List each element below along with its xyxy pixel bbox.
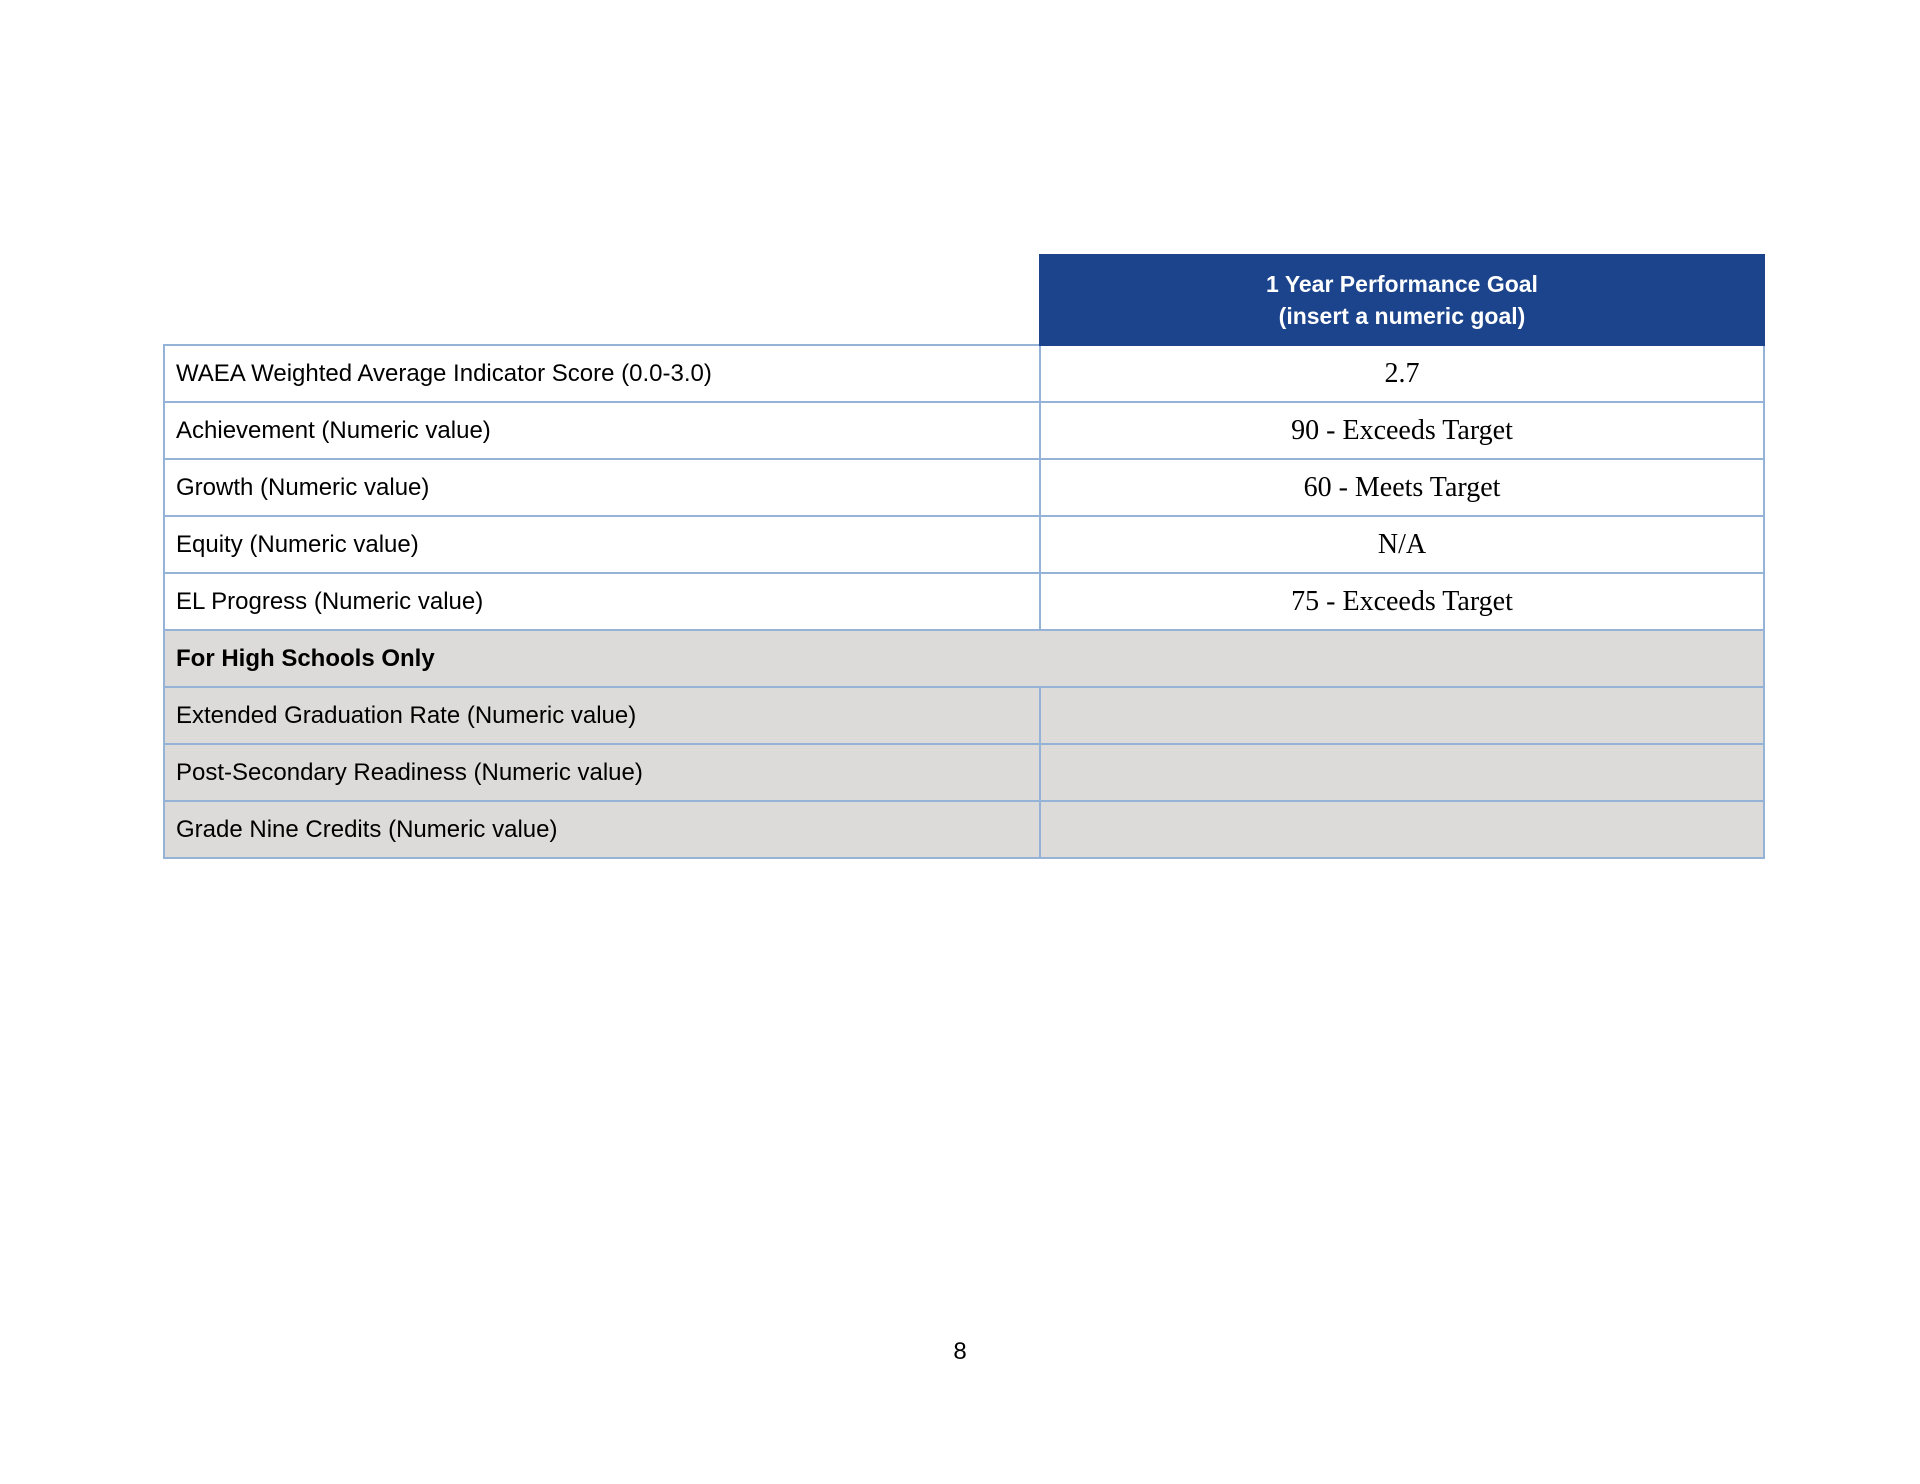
table-row <box>164 402 1764 459</box>
header-blank-cell <box>164 255 1040 345</box>
row-label: Equity (Numeric value) <box>164 516 1040 573</box>
performance-goal-table <box>163 254 1765 859</box>
row-label: Grade Nine Credits (Numeric value) <box>164 801 1040 858</box>
row-label: WAEA Weighted Average Indicator Score (0.0-3.0) <box>164 345 1040 402</box>
row-goal-value[interactable]: 2.7 <box>1040 345 1764 402</box>
row-goal-value[interactable]: 90 - Exceeds Target <box>1040 402 1764 459</box>
table-row <box>164 801 1764 858</box>
row-label: Growth (Numeric value) <box>164 459 1040 516</box>
page-number: 8 <box>953 1338 967 1365</box>
table-header-row <box>164 255 1764 345</box>
row-goal-value[interactable]: N/A <box>1040 516 1764 573</box>
row-goal-value[interactable] <box>1040 801 1764 858</box>
table-row <box>164 516 1764 573</box>
table-row <box>164 345 1764 402</box>
row-label: Extended Graduation Rate (Numeric value) <box>164 687 1040 744</box>
row-goal-value[interactable]: 60 - Meets Target <box>1040 459 1764 516</box>
table-row <box>164 744 1764 801</box>
row-label: Achievement (Numeric value) <box>164 402 1040 459</box>
table-row <box>164 573 1764 630</box>
row-label: EL Progress (Numeric value) <box>164 573 1040 630</box>
row-label: Post-Secondary Readiness (Numeric value) <box>164 744 1040 801</box>
high-school-section-label: For High Schools Only <box>164 630 1764 687</box>
goal-header-line2: (insert a numeric goal) <box>1278 303 1526 329</box>
goal-column-header <box>1040 255 1764 345</box>
row-goal-value[interactable] <box>1040 687 1764 744</box>
table-row <box>164 459 1764 516</box>
table-row <box>164 687 1764 744</box>
row-goal-value[interactable] <box>1040 744 1764 801</box>
row-goal-value[interactable]: 75 - Exceeds Target <box>1040 573 1764 630</box>
high-school-section-row <box>164 630 1764 687</box>
goal-header-line1: 1 Year Performance Goal <box>1266 271 1538 297</box>
